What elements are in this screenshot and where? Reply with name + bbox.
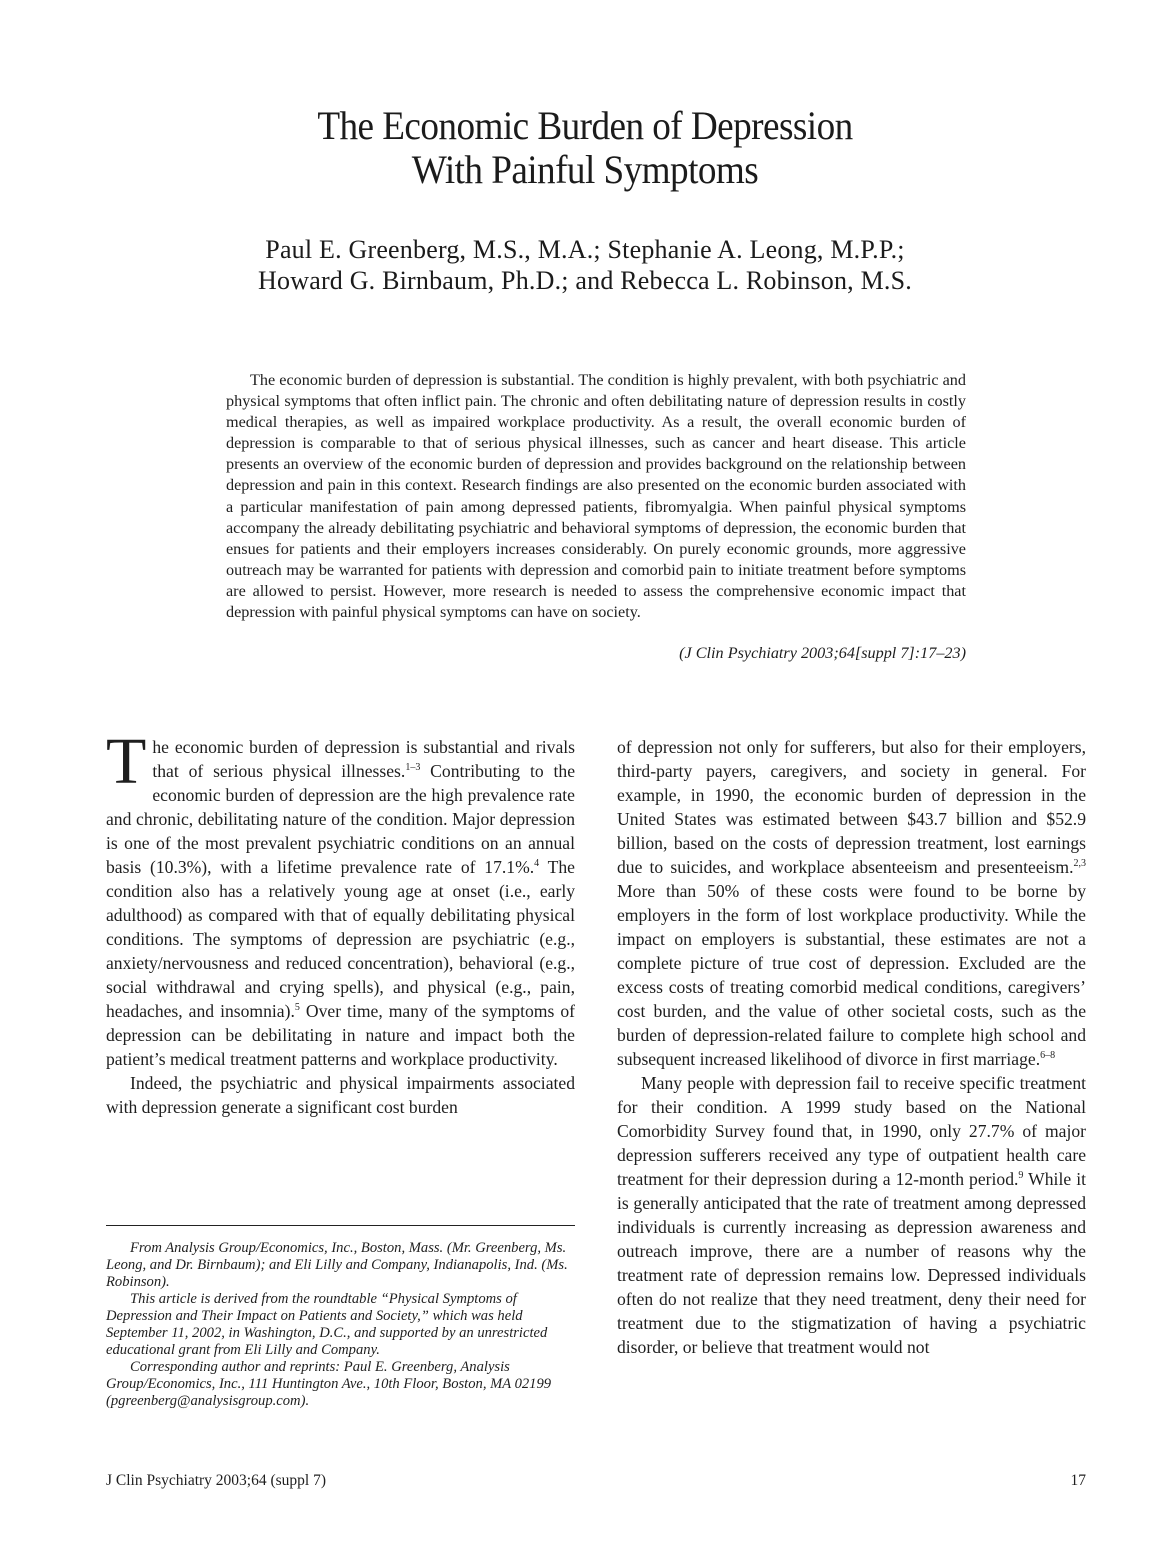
title-line-1: The Economic Burden of Depression	[317, 103, 853, 148]
authors-line-1: Paul E. Greenberg, M.S., M.A.; Stephanie A. Leong, M.P.P.;	[265, 235, 905, 264]
reference-superscript: 4	[534, 858, 540, 869]
page-number: 17	[1070, 1472, 1086, 1489]
abstract	[226, 370, 966, 623]
reference-superscript: 9	[1018, 1170, 1024, 1181]
abstract-text: The economic burden of depression is substantial. The condition is highly prevalent, with both psychiatric and physical symptoms that often inflict pain. The chronic and often debilitating nature of depression results in costly medical therapies, as well as impaired workplace productivity. As a result, the overall economic burden of depression is comparable to that of serious physical illnesses, such as cancer and heart disease. This article presents an overview of the economic burden of depression and provides background on the relationship between depression and pain in this context. Research findings are also presented on the economic burden associated with a particular manifestation of pain among depressed patients, fibromyalgia. When painful physical symptoms accompany the already debilitating psychiatric and behavioral symptoms of depression, the economic burden that ensues for patients and their employers increases considerably. On purely economic grounds, more aggressive outreach may be warranted for patients with depression and comorbid pain to initiate treatment before symptoms are allowed to persist. However, more research is needed to assess the comprehensive economic impact that depression with painful physical symptoms can have on society.	[226, 371, 966, 622]
body-column-right	[617, 735, 1086, 1359]
drop-cap: T	[106, 725, 147, 798]
footnotes	[106, 1240, 575, 1410]
reference-superscript: 1–3	[405, 762, 421, 773]
footnote-correspondence: Corresponding author and reprints: Paul E. Greenberg, Analysis Group/Economics, Inc., 111 Huntington Ave., 10th Floor, Boston, MA 02199 (pgreenberg@analysisgroup.com).	[106, 1359, 552, 1409]
author-list	[0, 234, 1170, 296]
journal-footer: J Clin Psychiatry 2003;64 (suppl 7)	[106, 1472, 327, 1489]
reference-superscript: 5	[294, 1002, 300, 1013]
reference-superscript: 2,3	[1073, 858, 1086, 869]
body-paragraph: Many people with depression fail to receive specific treatment for their condition. A 1999 study based on the National Comorbidity Survey found that, in 1990, only 27.7% of major depression sufferers received any type of outpatient health care treatment for their depression during a 12-month period.$^9$ While it is generally anticipated that the rate of treatment among depressed individuals is currently increasing as depression awareness and outreach improve, there are a number of reasons why the treatment rate of depression remains low. Depressed individuals often do not realize that they need treatment, deny their need for treatment due to the stigmatization of having a psychiatric disorder, or believe that treatment would not	[617, 1073, 1086, 1357]
body-paragraph: Indeed, the psychiatric and physical impairments associated with depression generate a significant cost burden	[106, 1073, 575, 1117]
footnote-affiliation: From Analysis Group/Economics, Inc., Boston, Mass. (Mr. Greenberg, Ms. Leong, and Dr. Birnbaum); and Eli Lilly and Company, Indianapolis, Ind. (Ms. Robinson).	[106, 1240, 568, 1290]
title-line-2: With Painful Symptoms	[411, 147, 759, 192]
body-column-left	[106, 725, 576, 1119]
body-paragraph: of depression not only for sufferers, but also for their employers, third-party payers, caregivers, and society in general. For example, in 1990, the economic burden of depression in the United States was estimated between $43.7 billion and $52.9 billion, based on the costs of depression treatment, lost earnings due to suicides, and workplace absenteeism and presenteeism.$^{2,3}$ More than 50% of these costs were found to be borne by employers in the form of lost workplace productivity. While the impact on employers is substantial, these estimates are not a complete picture of true cost of depression. Excluded are the excess costs of treating comorbid medical conditions, caregivers’ cost burden, and the value of other societal costs, such as the burden of depression-related failure to complete high school and subsequent increased likelihood of divorce in first marriage.$^{6-8}$	[617, 737, 1086, 1069]
article-title	[41, 104, 1129, 192]
body-paragraph: The economic burden of depression is substantial and rivals that of serious physical illnesses.$^{1-3}$ Contributing to the economic burden of depression are the high prevalence rate and chronic, debilitating nature of the condition. Major depression is one of the most prevalent psychiatric conditions on an annual basis (10.3%), with a lifetime prevalence rate of 17.1%.$^4$ The condition also has a relatively young age at onset (i.e., early adulthood) as compared with that of equally debilitating physical conditions. The symptoms of depression are psychiatric (e.g., anxiety/nervousness and reduced concentration), behavioral (e.g., social withdrawal and crying spells), and physical (e.g., pain, headaches, and insomnia).$^5$ Over time, many of the symptoms of depression can be debilitating in nature and impact both the patient’s medical treatment patterns and workplace productivity.	[106, 725, 576, 1069]
reference-superscript: 6–8	[1040, 1050, 1056, 1061]
footnote-divider	[106, 1225, 575, 1226]
abstract-citation: (J Clin Psychiatry 2003;64[suppl 7]:17–23)	[679, 644, 966, 662]
footnote-source: This article is derived from the roundtable “Physical Symptoms of Depression and Their Impact on Patients and Society,” which was held September 11, 2002, in Washington, D.C., and supported by an unrestricted educational grant from Eli Lilly and Company.	[106, 1291, 548, 1358]
authors-line-2: Howard G. Birnbaum, Ph.D.; and Rebecca L. Robinson, M.S.	[258, 266, 912, 295]
